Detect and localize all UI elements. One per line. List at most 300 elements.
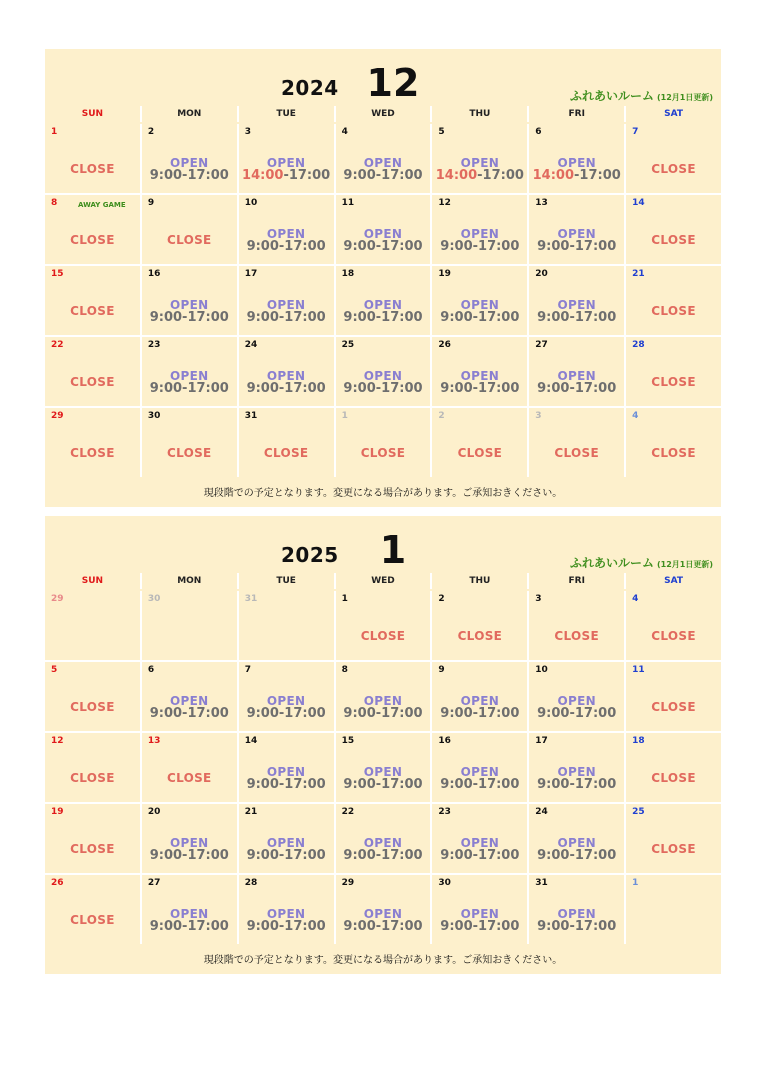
day-number: 24 [244,340,258,350]
day-cell [142,337,237,406]
calendar-month: 1 [379,528,407,572]
close-label: CLOSE [70,446,115,460]
hours-end: -17:00 [472,239,520,254]
day-number: 9 [438,665,445,675]
weekday-thu: THU [432,573,527,589]
open-label: OPEN [170,836,209,850]
opening-hours [142,381,237,396]
opening-hours [529,381,624,396]
hours-start: 14:00 [435,168,478,183]
day-number: 29 [341,878,355,888]
day-number: 31 [244,411,258,421]
day-cell [336,875,431,944]
weekday-fri: FRI [529,573,624,589]
day-cell [336,662,431,731]
hours-end: -17:00 [182,168,229,183]
opening-hours [529,777,624,792]
day-number: 29 [51,594,64,604]
day-number: 9 [147,198,155,208]
open-label: OPEN [266,694,306,708]
opening-hours [239,848,334,863]
day-number: 19 [438,269,451,279]
day-number: 20 [535,269,548,279]
hours-start: 9:00 [343,381,376,396]
open-label: OPEN [363,227,403,241]
day-cell [626,591,721,660]
close-label: CLOSE [166,446,212,460]
opening-hours [432,848,527,863]
day-cell [142,875,237,944]
day-cell [336,195,431,264]
hours-start: 9:00 [246,310,279,325]
close-label: CLOSE [651,233,696,247]
hours-start: 14:00 [242,168,284,183]
hours-end: -17:00 [182,706,229,721]
close-label: CLOSE [70,375,115,389]
day-cell [432,662,527,731]
day-cell [626,337,721,406]
opening-hours [432,168,527,183]
day-cell [529,804,624,873]
day-number: 22 [51,340,64,350]
footnote: 現段階での予定となります。変更になる場合があります。ご承知おきください。 [45,946,721,971]
day-number: 5 [51,665,58,675]
open-label: OPEN [557,836,596,850]
open-label: OPEN [170,369,209,383]
day-cell [432,266,527,335]
hours-end: -17:00 [472,310,520,325]
day-cell [239,875,334,944]
hours-start: 9:00 [537,310,570,325]
hours-start: 9:00 [440,381,473,396]
day-number: 4 [341,127,348,137]
hours-start: 9:00 [537,777,570,792]
day-number: 24 [535,807,548,817]
day-cell [45,195,140,264]
day-number: 17 [535,736,548,746]
day-number: 25 [632,807,645,817]
room-name: ふれあいルーム [569,89,654,103]
hours-start: 9:00 [343,919,376,934]
day-cell [432,733,527,802]
opening-hours [432,919,527,934]
day-number: 3 [535,594,542,604]
day-cell [239,195,334,264]
day-cell [45,875,140,944]
opening-hours [239,381,334,396]
open-label: OPEN [363,907,403,921]
day-cell [432,875,527,944]
day-cell [336,804,431,873]
opening-hours [529,848,624,863]
opening-hours [432,381,527,396]
hours-start: 9:00 [537,848,570,863]
close-label: CLOSE [166,233,212,247]
close-label: CLOSE [70,162,115,176]
day-number: 15 [51,269,64,279]
hours-start: 9:00 [149,706,183,721]
close-label: CLOSE [70,233,115,247]
day-number: 1 [341,594,348,604]
weekday-sun: SUN [45,573,140,589]
hours-end: -17:00 [574,168,621,183]
close-label: CLOSE [651,304,696,318]
close-label: CLOSE [651,771,696,785]
opening-hours [432,706,527,721]
hours-start: 9:00 [537,239,570,254]
hours-start: 9:00 [149,310,183,325]
day-number: 5 [438,127,445,137]
hours-end: -17:00 [375,239,423,254]
day-number: 6 [535,127,542,137]
day-cell [529,591,624,660]
open-label: OPEN [363,156,403,170]
open-label: OPEN [170,694,209,708]
hours-start: 9:00 [440,239,473,254]
day-cell [336,337,431,406]
hours-end: -17:00 [278,777,326,792]
day-cell [142,804,237,873]
day-cell [432,408,527,477]
opening-hours [336,848,431,863]
calendar-month: 12 [366,61,420,105]
open-label: OPEN [557,765,596,779]
hours-end: -17:00 [182,848,229,863]
day-cell [142,195,237,264]
hours-start: 9:00 [343,310,376,325]
close-label: CLOSE [651,700,696,714]
close-label: CLOSE [457,629,503,643]
day-cell [432,804,527,873]
hours-start: 9:00 [149,381,183,396]
close-label: CLOSE [70,700,115,714]
open-label: OPEN [557,369,596,383]
day-cell [142,733,237,802]
weekday-wed: WED [336,106,431,122]
weekday-sat: SAT [626,573,721,589]
day-number: 1 [51,127,58,137]
day-cell [626,875,721,944]
opening-hours [142,310,237,325]
close-label: CLOSE [166,771,212,785]
hours-end: -17:00 [283,168,331,183]
weekday-fri: FRI [529,106,624,122]
weekday-tue: TUE [239,573,334,589]
day-number: 6 [147,665,155,675]
day-number: 14 [244,736,258,746]
room-label [570,87,713,104]
calendar-2024-12 [45,49,721,507]
close-label: CLOSE [554,629,599,643]
day-number: 10 [535,665,548,675]
day-cell [45,804,140,873]
day-number: 21 [632,269,645,279]
day-cell [142,591,237,660]
day-cell [529,124,624,193]
close-label: CLOSE [70,771,115,785]
weekday-mon: MON [142,573,237,589]
hours-end: -17:00 [375,919,423,934]
hours-end: -17:00 [182,919,229,934]
day-cell [529,337,624,406]
day-cell [45,337,140,406]
weekday-sat: SAT [626,106,721,122]
hours-end: -17:00 [375,777,423,792]
day-cell [336,591,431,660]
day-cell [142,408,237,477]
hours-start: 9:00 [246,919,279,934]
hours-start: 9:00 [343,706,376,721]
opening-hours [142,919,237,934]
day-cell [336,733,431,802]
open-label: OPEN [557,907,596,921]
day-cell [626,124,721,193]
hours-start: 9:00 [149,168,183,183]
day-number: 23 [147,340,161,350]
opening-hours [336,777,431,792]
opening-hours [336,919,431,934]
open-label: OPEN [460,907,500,921]
hours-start: 9:00 [537,381,570,396]
close-label: CLOSE [70,913,115,927]
hours-end: -17:00 [472,706,520,721]
day-number: 3 [535,411,542,421]
hours-end: -17:00 [278,706,326,721]
hours-start: 9:00 [440,310,473,325]
hours-start: 9:00 [246,706,279,721]
day-cell [432,591,527,660]
close-label: CLOSE [651,842,696,856]
open-label: OPEN [460,156,500,170]
hours-end: -17:00 [278,848,326,863]
day-number: 10 [244,198,258,208]
day-cell [626,733,721,802]
day-cell [239,266,334,335]
opening-hours [142,848,237,863]
hours-start: 9:00 [440,919,473,934]
open-label: OPEN [266,369,306,383]
weekday-header [45,573,721,589]
day-number: 2 [438,594,445,604]
close-label: CLOSE [70,842,115,856]
day-number: 1 [632,878,639,888]
day-number: 29 [51,411,64,421]
day-number: 18 [341,269,355,279]
day-number: 14 [632,198,645,208]
close-label: CLOSE [651,375,696,389]
open-label: OPEN [460,765,500,779]
hours-end: -17:00 [472,777,520,792]
day-number: 16 [438,736,451,746]
day-number: 30 [147,411,161,421]
room-name: ふれあいルーム [569,556,654,570]
close-label: CLOSE [457,446,503,460]
calendar-header [45,516,721,573]
hours-end: -17:00 [569,310,617,325]
open-label: OPEN [266,836,306,850]
day-number: 30 [147,594,161,604]
day-number: 11 [341,198,355,208]
hours-end: -17:00 [375,706,423,721]
room-label [570,554,713,571]
open-label: OPEN [557,694,596,708]
hours-start: 9:00 [440,777,473,792]
opening-hours [239,168,334,183]
day-number: 30 [438,878,451,888]
open-label: OPEN [460,694,500,708]
day-cell [239,662,334,731]
day-cell [45,733,140,802]
day-cell [432,124,527,193]
close-label: CLOSE [651,162,696,176]
hours-start: 9:00 [246,848,279,863]
day-cell [239,591,334,660]
day-cell [626,662,721,731]
calendar-days [45,124,721,477]
day-number: 23 [438,807,451,817]
weekday-wed: WED [336,573,431,589]
open-label: OPEN [363,369,403,383]
day-cell [45,408,140,477]
day-cell [45,124,140,193]
opening-hours [529,919,624,934]
day-number: 25 [341,340,355,350]
weekday-header [45,106,721,122]
hours-start: 9:00 [343,848,376,863]
opening-hours [239,919,334,934]
day-number: 31 [535,878,548,888]
day-cell [239,124,334,193]
open-label: OPEN [460,298,500,312]
weekday-sun: SUN [45,106,140,122]
weekday-tue: TUE [239,106,334,122]
close-label: CLOSE [360,629,406,643]
day-cell [432,195,527,264]
day-cell [142,266,237,335]
day-cell [239,337,334,406]
hours-end: -17:00 [375,381,423,396]
open-label: OPEN [363,298,403,312]
hours-end: -17:00 [375,310,423,325]
day-cell [626,195,721,264]
opening-hours [239,777,334,792]
hours-end: -17:00 [182,310,229,325]
hours-end: -17:00 [375,848,423,863]
day-number: 8 [341,665,348,675]
day-number: 2 [438,411,445,421]
hours-end: -17:00 [569,706,617,721]
day-cell [45,266,140,335]
opening-hours [529,706,624,721]
day-number: 19 [51,807,64,817]
opening-hours [432,239,527,254]
close-label: CLOSE [360,446,406,460]
day-note: AWAY GAME [78,201,126,209]
close-label: CLOSE [651,629,696,643]
opening-hours [336,310,431,325]
hours-start: 9:00 [343,168,376,183]
hours-end: -17:00 [569,381,617,396]
hours-start: 9:00 [149,848,183,863]
open-label: OPEN [363,765,403,779]
opening-hours [239,706,334,721]
day-cell [529,662,624,731]
day-number: 7 [244,665,251,675]
day-number: 26 [438,340,451,350]
opening-hours [432,777,527,792]
open-label: OPEN [557,298,596,312]
calendar-year: 2024 [281,76,339,100]
day-number: 12 [51,736,64,746]
hours-end: -17:00 [569,919,617,934]
hours-end: -17:00 [569,239,617,254]
day-number: 27 [535,340,548,350]
open-label: OPEN [557,156,596,170]
close-label: CLOSE [70,304,115,318]
open-label: OPEN [266,156,306,170]
day-cell [432,337,527,406]
calendar-days [45,591,721,944]
calendar-header [45,49,721,106]
close-label: CLOSE [554,446,599,460]
open-label: OPEN [170,156,209,170]
opening-hours [529,168,624,183]
day-number: 28 [632,340,645,350]
hours-start: 14:00 [532,168,575,183]
footnote: 現段階での予定となります。変更になる場合があります。ご承知おきください。 [45,479,721,504]
open-label: OPEN [460,836,500,850]
day-number: 17 [244,269,258,279]
day-cell [626,804,721,873]
open-label: OPEN [266,907,306,921]
opening-hours [336,168,431,183]
opening-hours [336,239,431,254]
day-number: 20 [147,807,161,817]
opening-hours [529,239,624,254]
hours-end: -17:00 [477,168,524,183]
hours-start: 9:00 [440,848,473,863]
calendar-year: 2025 [281,543,339,567]
hours-end: -17:00 [569,848,617,863]
opening-hours [142,706,237,721]
hours-end: -17:00 [278,239,326,254]
opening-hours [336,706,431,721]
hours-start: 9:00 [537,919,570,934]
day-cell [239,408,334,477]
hours-start: 9:00 [440,706,473,721]
day-number: 22 [341,807,355,817]
day-number: 15 [341,736,355,746]
updated-label: (12月1日更新) [656,560,713,569]
hours-start: 9:00 [246,381,279,396]
hours-start: 9:00 [343,777,376,792]
open-label: OPEN [363,836,403,850]
day-cell [239,804,334,873]
hours-start: 9:00 [149,919,183,934]
hours-start: 9:00 [537,706,570,721]
updated-label: (12月1日更新) [656,93,713,102]
day-number: 31 [244,594,258,604]
day-number: 4 [632,411,639,421]
day-number: 27 [147,878,161,888]
day-cell [142,662,237,731]
opening-hours [142,168,237,183]
day-cell [142,124,237,193]
day-cell [529,733,624,802]
day-number: 18 [632,736,645,746]
open-label: OPEN [170,298,209,312]
open-label: OPEN [460,227,500,241]
